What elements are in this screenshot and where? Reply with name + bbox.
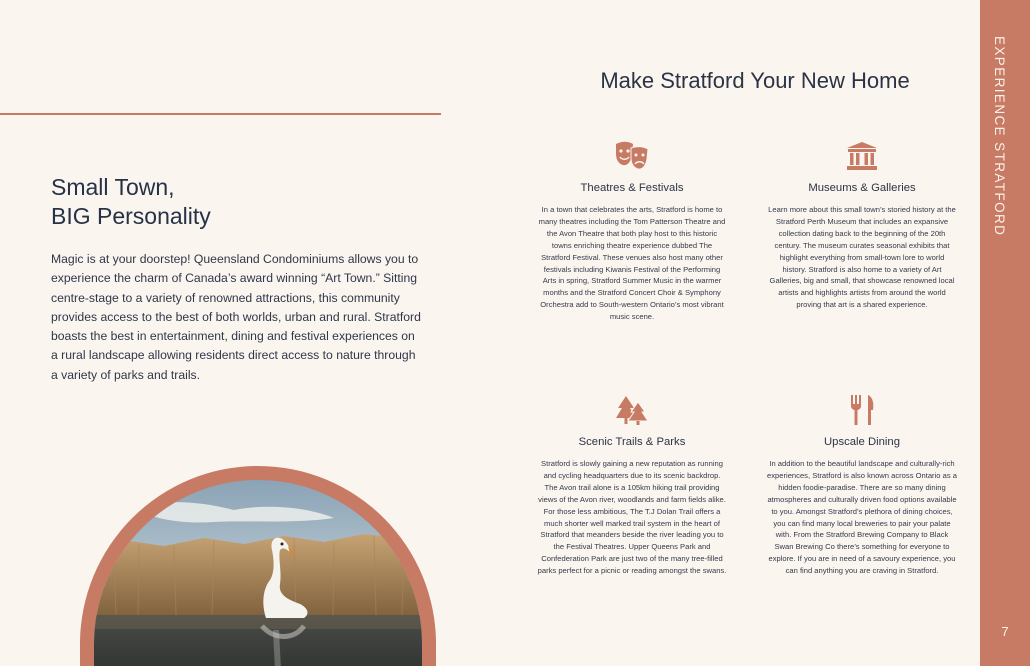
feature-text: In a town that celebrates the arts, Stratford is home to many theatres including the Tom Patterson Theatre and the Avon Theatre that both play host to this historic towns enriching theatre experience dubbed The Stratford Festival. These venues also host many other festivals including Kiwanis Festival of the Performing Arts in spring, Stratford Summer Music in the warmer months and the Stratford Concert Choir & Symphony Orchestra add to South-western Ontario’s most vibrant music scene. [538, 205, 726, 322]
pine-trees-icon [614, 394, 650, 426]
page-number: 7 [1001, 624, 1009, 639]
feature-title: Scenic Trails & Parks [578, 436, 686, 448]
fork-knife-icon [844, 394, 880, 426]
theatre-masks-icon [614, 140, 650, 172]
feature-text: Learn more about this small town’s storied history at the Stratford Perth Museum that includes an expansive collection dating back to the beginning of the 20th century. The museum curates seasonal exhibits that highlight everything from small-town lore to world history. Stratford is also home to a variety of Art Galleries, big and small, that showcase renowned local artists and highlights artists from around the world proving that art is a shared experience. [768, 205, 956, 310]
arch-photo-frame [80, 466, 436, 666]
feature-title: Theatres & Festivals [580, 182, 684, 194]
sidebar-label: EXPERIENCE STRATFORD [992, 36, 1007, 237]
feature-trails [537, 394, 727, 577]
feature-title: Museums & Galleries [808, 182, 916, 194]
feature-title: Upscale Dining [824, 436, 900, 448]
section-title-line2: BIG Personality [51, 203, 211, 229]
divider-rule [0, 113, 441, 115]
intro-paragraph: Magic is at your doorstep! Queensland Condominiums allows you to experience the charm of Canada’s award winning “Art Town.” Sitting centre-stage to a variety of renowned attractions, this community provides access to the best of both worlds, urban and rural. Stratford boasts the best in entertainment, dining and festival experiences on a rural landscape allowing residents direct access to nature through a variety of parks and trails. [51, 252, 421, 382]
feature-text: In addition to the beautiful landscape and culturally-rich experiences, Stratford is also known across Ontario as a hidden foodie-paradise. There are so many dining atmospheres and culturally driven food options available to you. Amongst Stratford’s plethora of dining choices, you can find many local breweries to pair your palate with. From the Stratford Brewing Company to Black Swan Brewing Co there’s something for everyone to explore. If you are in need of a savoury experience, you can find anything you are craving in Stratford. [767, 459, 957, 576]
feature-museums [767, 140, 957, 311]
section-title [51, 173, 211, 231]
museum-building-icon [844, 140, 880, 172]
feature-theatres [537, 140, 727, 323]
section-title-line1: Small Town, [51, 174, 175, 200]
feature-text: Stratford is slowly gaining a new reputation as running and cycling headquarters due to its scenic backdrop. The Avon trail alone is a 105km hiking trail providing views of the Avon river, woodlands and farm fields alike. For those less ambitious, The T.J Dolan Trail offers a much shorter well marked trail system in the heart of Stratford that meanders beside the river leading you to the Festival Theatres. Upper Queens Park and Confederation Park are just two of the many tree-filled parks perfect for a picnic or reading amongst the swans. [537, 459, 727, 576]
swan-photo [94, 480, 422, 666]
feature-dining [767, 394, 957, 577]
page-title: Make Stratford Your New Home [600, 68, 910, 93]
